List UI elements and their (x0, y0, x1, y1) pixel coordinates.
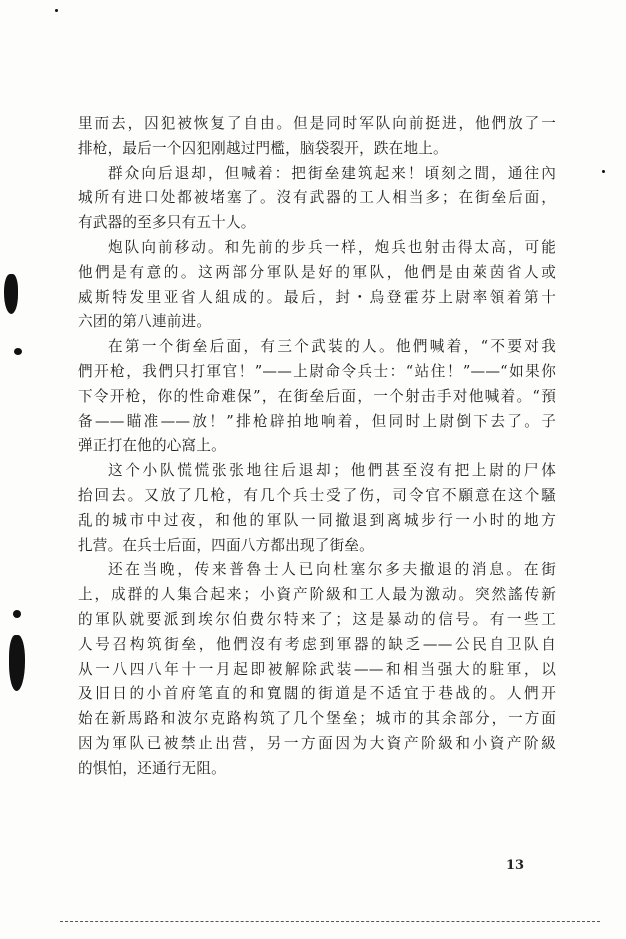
paragraph (78, 112, 556, 162)
text-line: 們开枪，我們只打軍官！”——上尉命令兵士：“站住！”——“如果你 (78, 362, 556, 380)
text-line: 弹正打在他的心窩上。 (78, 437, 226, 455)
text-line: 六团的第八連前进。 (78, 313, 212, 331)
text-line: 的軍队就要派到埃尔伯费尔特来了；这是暴动的信号。有一些工 (78, 610, 556, 628)
paragraph (78, 236, 556, 335)
text-line: 群众向后退却，但喊着：把街垒建筑起来！頃刻之間，通往內 (108, 164, 556, 182)
text-line: 上，成群的人集合起来；小資产阶級和工人最为激动。突然謠传新 (78, 586, 556, 604)
paragraph (78, 162, 556, 236)
text-line: 这个小队慌慌张张地往后退却；他們甚至沒有把上尉的尸体 (108, 462, 556, 480)
scan-speck (602, 170, 605, 173)
paragraph (78, 558, 556, 781)
text-line: 备——瞄准——放！”排枪辟拍地响着，但同时上尉倒下去了。子 (78, 412, 556, 430)
scan-speck (14, 348, 22, 355)
page-number: 13 (506, 858, 525, 873)
text-line: 排枪，最后一个囚犯刚越过門檻，脑袋裂开，跌在地上。 (78, 139, 448, 157)
text-line: 因为軍队已被禁止出营，另一方面因为大資产阶級和小資产阶級 (78, 734, 556, 752)
paragraph (78, 459, 556, 558)
text-line: 的惧怕，还通行无阻。 (78, 759, 226, 777)
scan-blot (4, 274, 18, 314)
text-line: 及旧日的小首府笔直的和寬闊的街道是不适宜于巷战的。人們开 (78, 685, 556, 703)
text-line: 乱的城市中过夜，和他的軍队一同撤退到离城步行一小时的地方 (78, 511, 556, 529)
text-line: 城所有进口处都被堵塞了。沒有武器的工人相当多；在街垒后面， (78, 189, 556, 207)
text-line: 里而去，囚犯被恢复了自由。但是同时军队向前挺进，他們放了一 (78, 115, 556, 132)
text-line: 扎营。在兵士后面，四面八方都出现了街垒。 (78, 536, 374, 554)
body-text (78, 112, 556, 782)
scan-speck (55, 9, 58, 12)
text-line: 在第一个街垒后面，有三个武装的人。他們喊着，“不要对我 (108, 338, 556, 356)
paragraph (78, 335, 556, 459)
text-line: 始在新馬路和波尔克路构筑了几个堡垒；城市的其余部分，一方面 (78, 710, 556, 728)
text-line: 人号召构筑街垒，他們沒有考虑到軍器的缺乏——公民自卫队自 (78, 635, 556, 653)
scan-blot (9, 635, 25, 691)
text-line: 抬回去。又放了几枪，有几个兵士受了伤，司令官不願意在这个騷 (78, 486, 556, 504)
text-line: 下令开枪，你的性命难保”，在街垒后面，一个射击手对他喊着。“預 (78, 387, 556, 405)
bottom-rule (60, 921, 600, 922)
text-line: 还在当晚，传来普魯士人已向杜塞尔多夫撤退的消息。在街 (108, 561, 556, 579)
text-line: 他們是有意的。这两部分軍队是好的軍队，他們是由萊茵省人或 (78, 263, 556, 281)
text-line: 从一八四八年十一月起即被解除武装——和相当强大的駐軍，以 (78, 660, 556, 678)
text-line: 威斯特发里亚省人組成的。最后，封・烏登霍芬上尉率領着第十 (78, 288, 556, 306)
scan-speck (13, 610, 21, 618)
text-line: 炮队向前移动。和先前的步兵一样，炮兵也射击得太高，可能 (108, 238, 556, 256)
text-line: 有武器的至多只有五十人。 (78, 214, 256, 232)
